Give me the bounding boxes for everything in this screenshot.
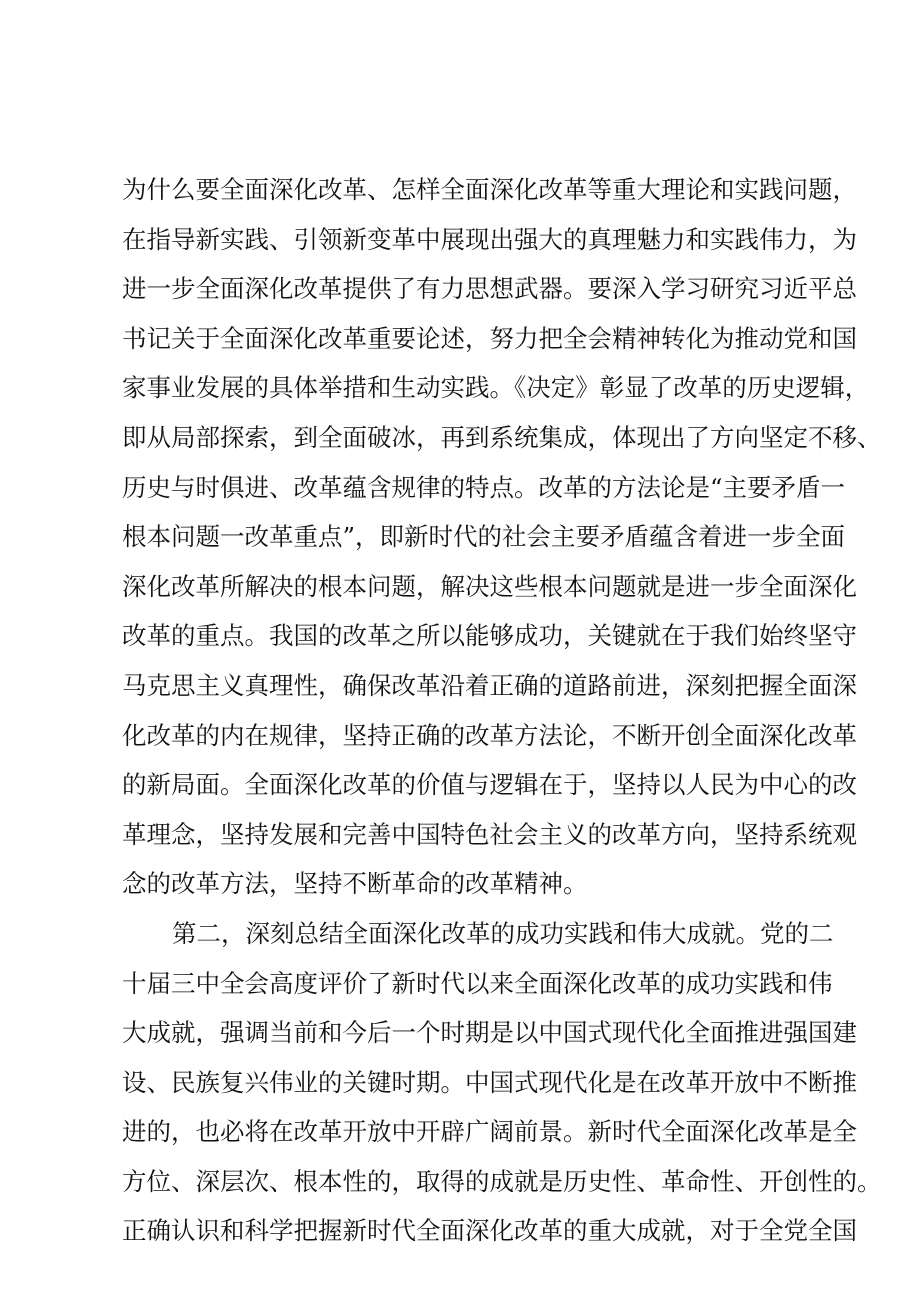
text-line: 为什么要全面深化改革、怎样全面深化改革等重大理论和实践问题， [122,175,857,204]
text-line: 家事业发展的具体举措和生动实践。《决定》彰显了改革的历史逻辑， [122,373,870,403]
text-line: 书记关于全面深化改革重要论述，努力把全会精神转化为推动党和国 [122,323,857,353]
text-line: 设、民族复兴伟业的关键时期。中国式现代化是在改革开放中不断推 [122,1067,857,1097]
text-line: 历史与时俱进、改革蕴含规律的特点。改革的方法论是“主要矛盾一 [122,472,846,502]
text-line: 的新局面。全面深化改革的价值与逻辑在于，坚持以人民为中心的改 [122,770,857,800]
text-line: 进的，也必将在改革开放中开辟广阔前景。新时代全面深化改革是全 [122,1117,857,1147]
text-line: 化改革的内在规律，坚持正确的改革方法论，不断开创全面深化改革 [122,720,857,750]
text-line: 大成就，强调当前和今后一个时期是以中国式现代化全面推进强国建 [122,1018,857,1048]
text-line: 正确认识和科学把握新时代全面深化改革的重大成就，对于全党全国 [122,1216,857,1246]
text-line: 深化改革所解决的根本问题，解决这些根本问题就是进一步全面深化 [122,571,857,601]
body-text [122,165,882,1256]
text-line: 即从局部探索，到全面破冰，再到系统集成，体现出了方向坚定不移、 [122,422,882,452]
text-line: 进一步全面深化改革提供了有力思想武器。要深入学习研究习近平总 [122,274,857,304]
text-line: 第二，深刻总结全面深化改革的成功实践和伟大成就。党的二 [172,918,834,948]
text-line: 十届三中全会高度评价了新时代以来全面深化改革的成功实践和伟 [122,968,833,998]
text-line: 方位、深层次、根本性的，取得的成就是历史性、革命性、开创性的。 [122,1166,882,1196]
text-line: 马克思主义真理性，确保改革沿着正确的道路前进，深刻把握全面深 [122,670,857,700]
text-line: 在指导新实践、引领新变革中展现出强大的真理魅力和实践伟力，为 [122,224,857,254]
text-line: 根本问题一改革重点”，即新时代的社会主要矛盾蕴含着进一步全面 [122,522,846,552]
paragraph-2 [122,909,882,1256]
text-line: 改革的重点。我国的改革之所以能够成功，关键就在于我们始终坚守 [122,621,857,651]
text-line: 革理念，坚持发展和完善中国特色社会主义的改革方向，坚持系统观 [122,819,857,849]
text-line: 念的改革方法，坚持不断革命的改革精神。 [122,869,588,899]
paragraph-1 [122,165,882,909]
